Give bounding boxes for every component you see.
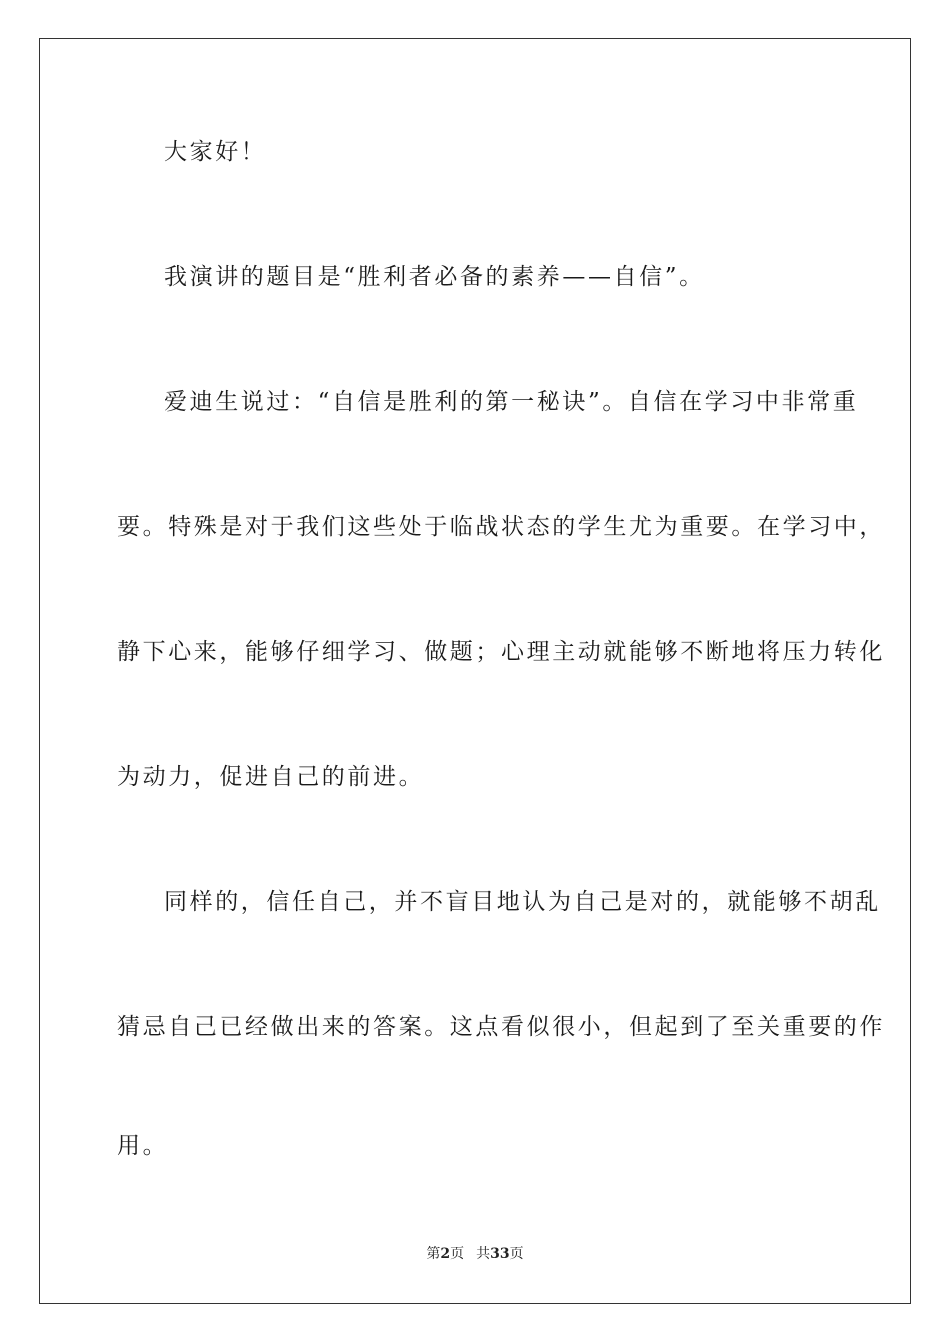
total-pages: 33	[490, 1246, 510, 1262]
total-suffix: 页	[509, 1246, 524, 1262]
page-prefix: 第	[426, 1246, 441, 1262]
total-prefix: 共	[476, 1246, 491, 1262]
paragraph-line: 爱迪生说过：“自信是胜利的第一秘诀”。自信在学习中非常重	[164, 389, 859, 415]
paragraph-line: 猜忌自己已经做出来的答案。这点看似很小，但起到了至关重要的作	[117, 1014, 885, 1040]
page-suffix: 页	[450, 1246, 465, 1262]
page-number: 2	[440, 1246, 451, 1262]
paragraph-line: 静下心来，能够仔细学习、做题；心理主动就能够不断地将压力转化	[117, 639, 885, 665]
paragraph-line: 同样的，信任自己，并不盲目地认为自己是对的，就能够不胡乱	[164, 889, 881, 915]
paragraph-topic: 我演讲的题目是“胜利者必备的素养——自信”。	[164, 264, 705, 290]
paragraph-line: 为动力，促进自己的前进。	[117, 764, 425, 790]
paragraph-line: 要。特殊是对于我们这些处于临战状态的学生尤为重要。在学习中，	[117, 514, 885, 540]
page-border	[39, 38, 911, 1304]
page-footer	[0, 1244, 950, 1264]
paragraph-greeting: 大家好！	[164, 139, 267, 165]
paragraph-line: 用。	[117, 1133, 169, 1159]
